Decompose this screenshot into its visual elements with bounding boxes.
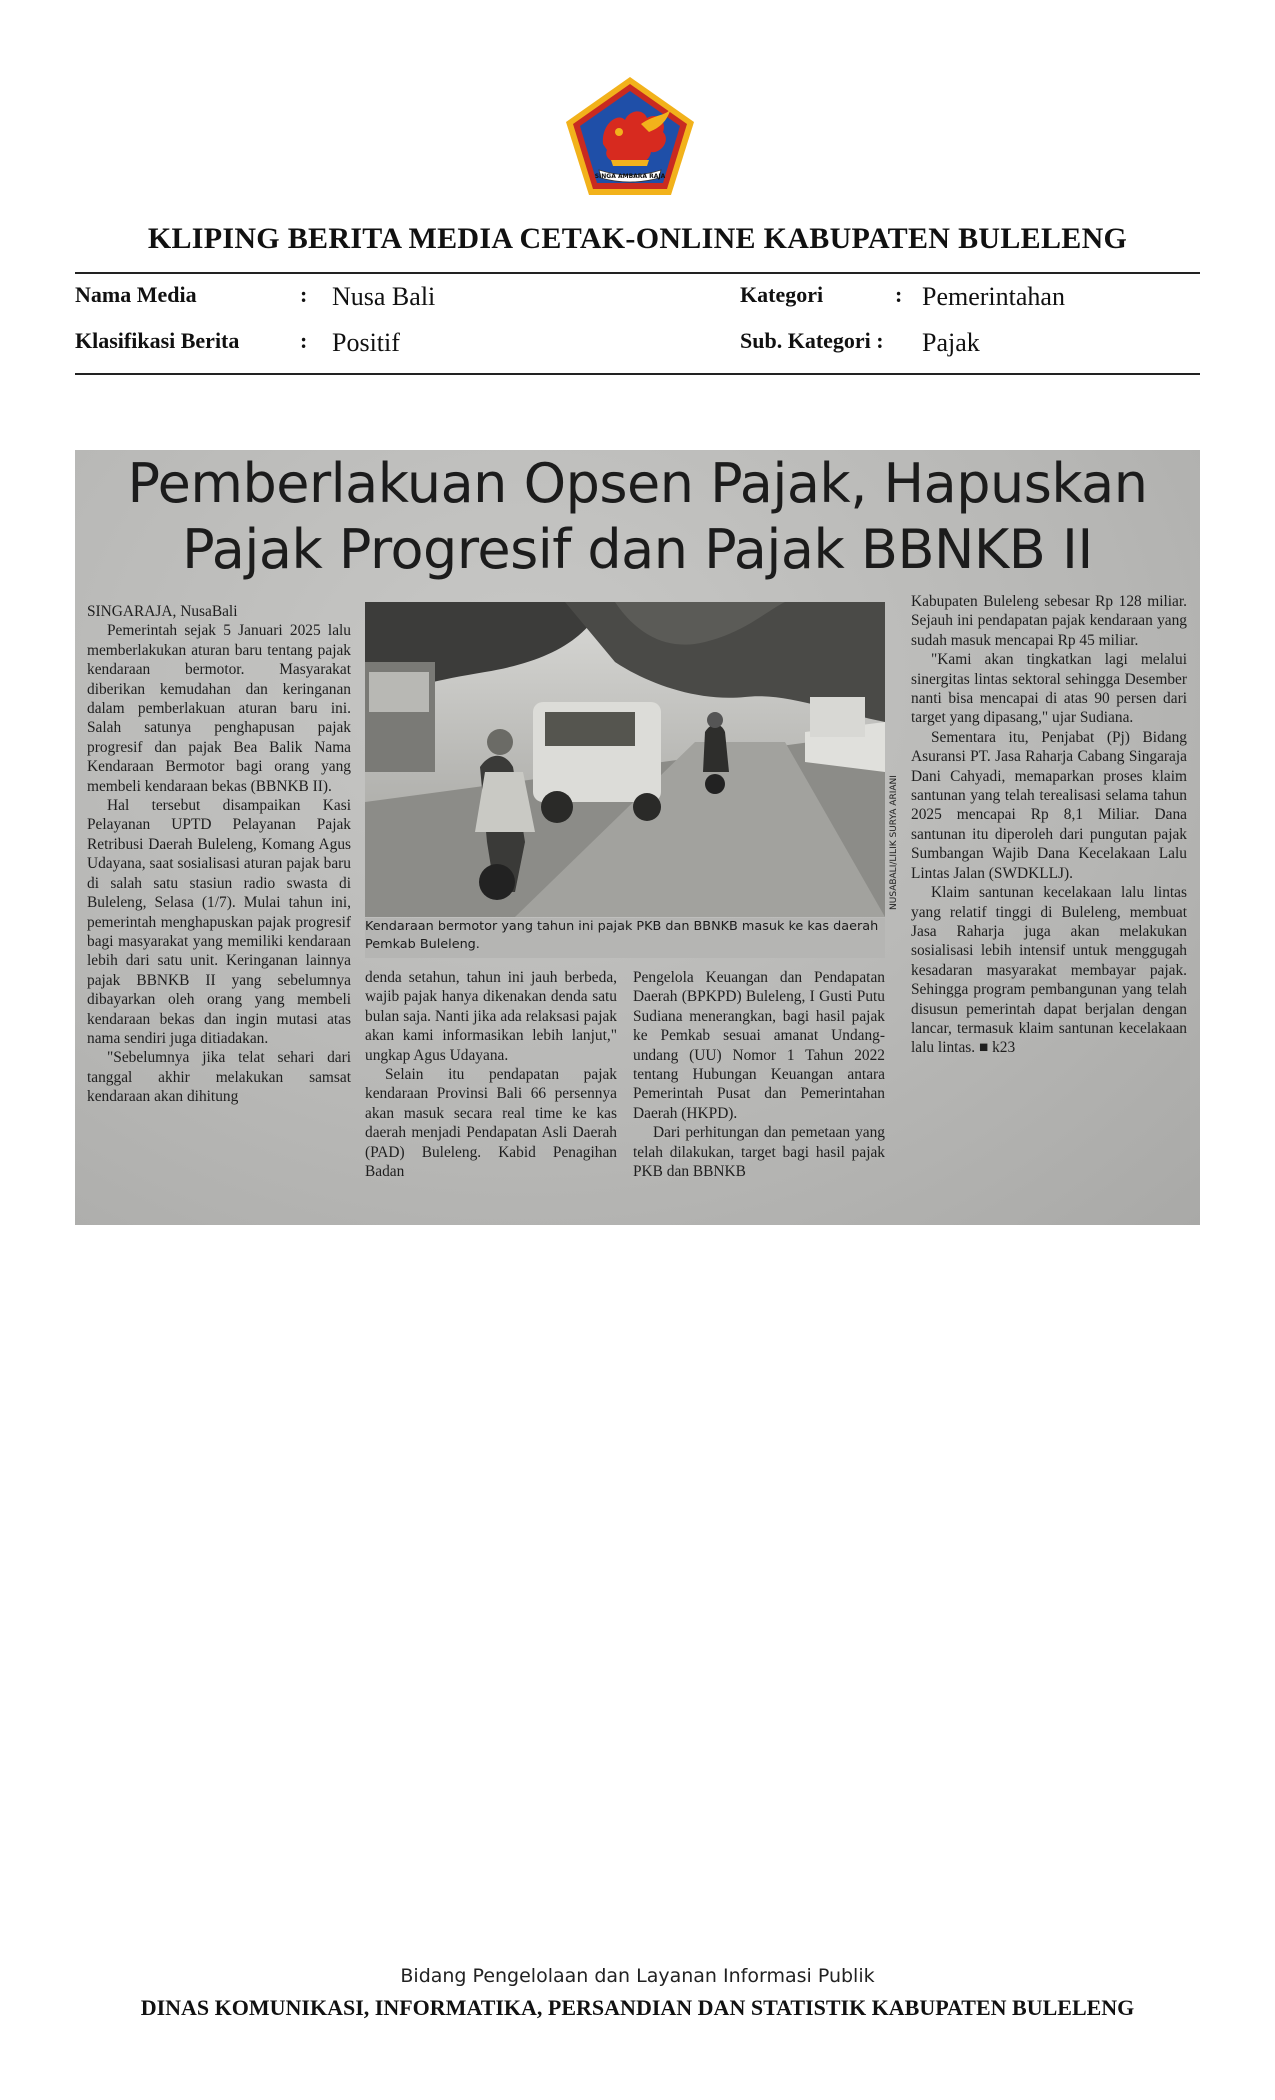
headline-line-1: Pemberlakuan Opsen Pajak, Hapuskan <box>127 452 1148 515</box>
paragraph: Sementara itu, Penjabat (Pj) Bidang Asuransi PT. Jasa Raharja Cabang Singaraja Dani Cahyadi, memaparkan proses klaim santunan yang telah terealisasi selama tahun 2025 mencapai Rp 8,1 Miliar. Dana santunan itu diperoleh dari pungutan pajak Sumbangan Wajib Dana Kecelakaan Lalu Lintas Jalan (SWDKLLJ). <box>911 728 1187 882</box>
paragraph: "Kami akan tingkatkan lagi melalui sinergitas lintas sektoral sehingga Desember nanti bisa mencapai di atas 90 persen dari target yang dipasang," ujar Sudiana. <box>911 651 1187 727</box>
footer-department: Bidang Pengelolaan dan Layanan Informasi Publik <box>400 1965 875 1987</box>
klasifikasi-label: Klasifikasi Berita <box>75 328 240 353</box>
paragraph: Pengelola Keuangan dan Pendapatan Daerah (BPKPD) Buleleng, I Gusti Putu Sudiana menerangkan, bagi hasil pajak ke Pemkab sesuai amanat Undang-undang (UU) Nomor 1 Tahun 2022 tentang Hubungan Keuangan antara Pemerintah Pusat dan Pemerintahan Daerah (HKPD). <box>633 969 885 1122</box>
headline-line-2: Pajak Progresif dan Pajak BBNKB II <box>182 518 1093 581</box>
page-title: KLIPING BERITA MEDIA CETAK-ONLINE KABUPATEN BULELENG <box>147 222 1128 255</box>
paragraph: "Sebelumnya jika telat sehari dari tanggal akhir melakukan samsat kendaraan akan dihitung <box>87 1049 351 1106</box>
klasifikasi-colon: : <box>300 328 308 353</box>
nama-media-value: Nusa Bali <box>332 282 436 311</box>
kategori-label: Kategori <box>740 282 824 307</box>
paragraph: denda setahun, tahun ini jauh berbeda, wajib pajak hanya dikenakan denda satu bulan saja. Nanti jika ada relaksasi pajak akan kami informasikan lebih lanjut," ungkap Agus Udayana. <box>365 969 617 1064</box>
footer-agency: DINAS KOMUNIKASI, INFORMATIKA, PERSANDIAN DAN STATISTIK KABUPATEN BULELENG <box>140 1995 1135 2020</box>
sub-kategori-label: Sub. Kategori : <box>740 328 884 353</box>
article-column-2 <box>365 968 617 1181</box>
header-rule-bottom <box>75 373 1200 375</box>
klasifikasi-value: Positif <box>332 328 400 357</box>
paragraph: Kabupaten Buleleng sebesar Rp 128 miliar. Sejauh ini pendapatan pajak kendaraan yang sudah masuk mencapai Rp 45 miliar. <box>911 593 1187 649</box>
header-rule-top <box>75 272 1200 274</box>
article-column-1 <box>87 602 351 1107</box>
dateline: SINGARAJA, NusaBali <box>87 603 238 620</box>
photo-caption: Kendaraan bermotor yang tahun ini pajak PKB dan BBNKB masuk ke kas daerah Pemkab Buleleng. <box>365 918 885 958</box>
article-column-4 <box>911 592 1187 1058</box>
nama-media-colon: : <box>300 282 308 307</box>
kategori-value: Pemerintahan <box>922 282 1065 311</box>
paragraph: Hal tersebut disampaikan Kasi Pelayanan UPTD Pelayanan Pajak Retribusi Daerah Buleleng, Komang Agus Udayana, saat sosialisasi aturan pajak baru di salah satu stasiun radio swasta di Buleleng, Selasa (1/7). Mulai tahun ini, pemerintah menghapuskan pajak progresif bagi masyarakat yang memiliki kendaraan lebih dari satu unit. Keringanan lainnya pajak BBNKB II yang sebelumnya dibayarkan oleh orang yang membeli kendaraan bekas dan ingin mutasi atas nama sendiri juga ditiadakan. <box>87 797 351 1047</box>
paragraph: Selain itu pendapatan pajak kendaraan Provinsi Bali 66 persennya akan masuk secara real time ke kas daerah menjadi Pendapatan Asli Daerah (PAD) Buleleng. Kabid Penagihan Badan <box>365 1066 617 1181</box>
buleleng-crest-logo <box>563 74 697 198</box>
paragraph: Dari perhitungan dan pemetaan yang telah dilakukan, target bagi hasil pajak PKB dan BBNKB <box>633 1124 885 1181</box>
logo-motto: SINGA AMBARA RAJA <box>594 173 666 180</box>
kategori-colon: : <box>895 282 903 307</box>
paragraph: Klaim santunan kecelakaan lalu lintas yang relatif tinggi di Buleleng, membuat Jasa Raharja juga akan melakukan sosialisasi lebih intensif untuk menggugah kesadaran masyarakat membayar pajak. Sehingga program pembangunan yang telah disusun pemerintah dapat berjalan dengan lancar, termasuk klaim santunan kecelakaan lalu lintas. ■ k23 <box>911 884 1187 1057</box>
sub-kategori-value: Pajak <box>922 328 980 357</box>
paragraph: Pemerintah sejak 5 Januari 2025 lalu memberlakukan aturan baru tentang pajak kendaraan bermotor. Masyarakat diberikan kemudahan dan keringanan dalam pemberlakuan aturan baru ini. Salah satunya penghapusan pajak progresif dan pajak Bea Balik Nama Kendaraan Bermotor bagi orang yang membeli kendaraan bekas (BBNKB II). <box>87 622 351 795</box>
article-column-3 <box>633 968 885 1181</box>
news-photo <box>365 602 885 917</box>
nama-media-label: Nama Media <box>75 282 197 307</box>
newspaper-clipping <box>75 450 1200 1225</box>
photo-credit: NUSABALI/LILIK SURYA ARIANI <box>889 775 899 910</box>
